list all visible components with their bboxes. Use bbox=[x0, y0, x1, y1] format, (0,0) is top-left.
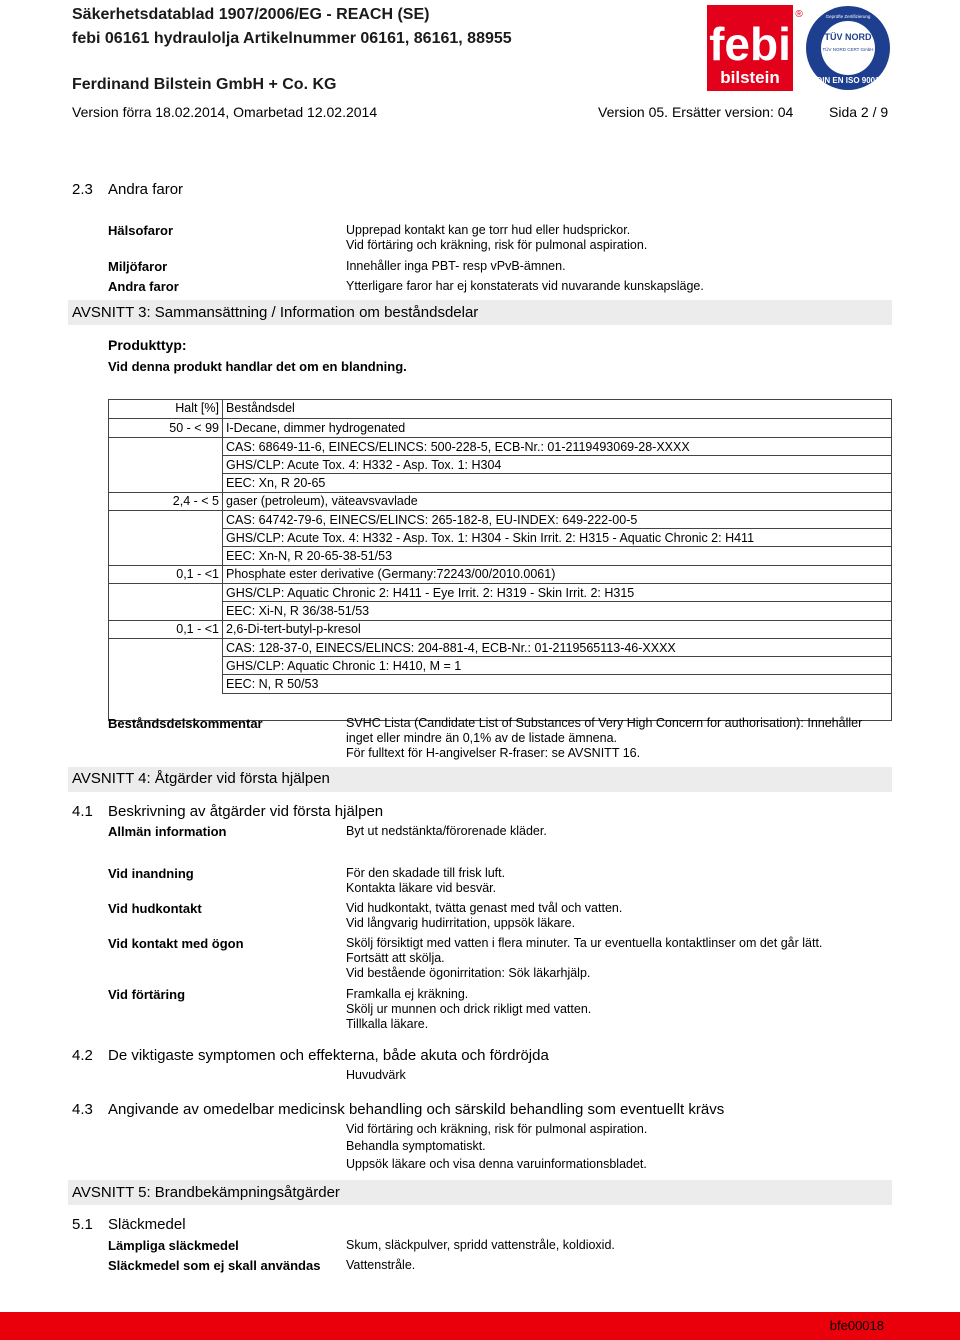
skin-contact-line: Vid långvarig hudirritation, uppsök läkare. bbox=[346, 916, 576, 930]
inhalation-line: För den skadade till frisk luft. bbox=[346, 866, 506, 880]
other-hazards-label: Andra faror bbox=[108, 279, 179, 294]
table-cell-concentration: 0,1 - <1 bbox=[176, 622, 219, 636]
table-column-divider bbox=[222, 510, 223, 566]
table-row-divider bbox=[222, 455, 891, 456]
page-number: Sida 2 / 9 bbox=[829, 104, 889, 120]
tuv-logo-subtitle: TÜV NORD CERT GmbH bbox=[822, 47, 874, 52]
table-cell-detail: EEC: Xn, R 20-65 bbox=[226, 476, 326, 490]
table-cell-concentration: 2,4 - < 5 bbox=[172, 494, 219, 508]
section-5-title: AVSNITT 5: Brandbekämpningsåtgärder bbox=[72, 1184, 340, 1201]
section-4-2-title: De viktigaste symptomen och effekterna, både akuta och fördröjda bbox=[108, 1047, 549, 1064]
product-type-value: Vid denna produkt handlar det om en blandning. bbox=[108, 359, 407, 374]
section-4-3-title: Angivande av omedelbar medicinsk behandling och särskild behandling som eventuellt krävs bbox=[108, 1101, 725, 1118]
table-row-divider bbox=[109, 638, 891, 639]
eye-contact-line: Skölj försiktigt med vatten i flera minuter. Ta ur eventuella kontaktlinser om det går lätt. bbox=[346, 936, 823, 950]
section-4-3-line: Behandla symptomatiskt. bbox=[346, 1139, 486, 1153]
section-4-1-title: Beskrivning av åtgärder vid första hjälpen bbox=[108, 803, 384, 820]
table-column-divider bbox=[222, 620, 223, 638]
health-hazards-line: Upprepad kontakt kan ge torr hud eller hudsprickor. bbox=[346, 223, 631, 237]
febi-logo-text: febi bbox=[709, 18, 791, 70]
table-row-divider bbox=[109, 620, 891, 621]
table-row-divider bbox=[222, 546, 891, 547]
other-hazards-line: Ytterligare faror har ej konstaterats vid nuvarande kunskapsläge. bbox=[346, 279, 704, 293]
product-type-label: Produkttyp: bbox=[108, 337, 187, 353]
unsuitable-extinguishing-label: Släckmedel som ej skall användas bbox=[108, 1258, 321, 1273]
inhalation-label: Vid inandning bbox=[108, 866, 194, 881]
environmental-hazards-label: Miljöfaror bbox=[108, 259, 168, 274]
suitable-extinguishing-value: Skum, släckpulver, spridd vattenstråle, koldioxid. bbox=[346, 1238, 615, 1252]
table-row-divider bbox=[109, 583, 891, 584]
table-cell-detail: GHS/CLP: Acute Tox. 4: H332 - Asp. Tox. 1: H304 - Skin Irrit. 2: H315 - Aquatic Chronic 2: H411 bbox=[226, 531, 755, 545]
table-cell-component: 2,6-Di-tert-butyl-p-kresol bbox=[226, 622, 361, 636]
health-hazards-line: Vid förtäring och kräkning, risk för pulmonal aspiration. bbox=[346, 238, 648, 252]
health-hazards-label: Hälsofaror bbox=[108, 223, 174, 238]
table-cell-concentration: 50 - < 99 bbox=[169, 421, 219, 435]
ingestion-label: Vid förtäring bbox=[108, 987, 186, 1002]
table-column-divider bbox=[222, 638, 223, 694]
suitable-extinguishing-label: Lämpliga släckmedel bbox=[108, 1238, 239, 1253]
component-comment-label: Beståndsdelskommentar bbox=[108, 716, 263, 731]
table-cell-detail: EEC: Xn-N, R 20-65-38-51/53 bbox=[226, 549, 393, 563]
product-title: febi 06161 hydraulolja Artikelnummer 06161, 86161, 88955 bbox=[72, 30, 512, 47]
section-4-title: AVSNITT 4: Åtgärder vid första hjälpen bbox=[72, 770, 330, 787]
table-row-divider bbox=[222, 473, 891, 474]
composition-table bbox=[108, 399, 892, 721]
table-cell-component: I-Decane, dimmer hydrogenated bbox=[226, 421, 406, 435]
registered-mark: ® bbox=[795, 9, 803, 20]
section-3-title: AVSNITT 3: Sammansättning / Information om beståndsdelar bbox=[72, 304, 479, 321]
company-name: Ferdinand Bilstein GmbH + Co. KG bbox=[72, 76, 337, 93]
table-row-divider bbox=[109, 492, 891, 493]
table-cell-detail: EEC: Xi-N, R 36/38-51/53 bbox=[226, 604, 370, 618]
table-cell-detail: CAS: 64742-79-6, EINECS/ELINCS: 265-182-8, EU-INDEX: 649-222-00-5 bbox=[226, 513, 638, 527]
table-cell-detail: GHS/CLP: Aquatic Chronic 1: H410, M = 1 bbox=[226, 659, 462, 673]
section-4-1-number: 4.1 bbox=[72, 803, 93, 820]
general-information-label: Allmän information bbox=[108, 824, 227, 839]
table-header-component: Beståndsdel bbox=[226, 401, 295, 415]
inhalation-line: Kontakta läkare vid besvär. bbox=[346, 881, 497, 895]
bilstein-logo-text: bilstein bbox=[720, 68, 780, 87]
table-row-divider bbox=[222, 656, 891, 657]
section-4-3-number: 4.3 bbox=[72, 1101, 93, 1118]
table-row-divider bbox=[109, 418, 891, 419]
eye-contact-line: Vid bestående ögonirritation: Sök läkarhjälp. bbox=[346, 966, 591, 980]
section-4-3-line: Uppsök läkare och visa denna varuinformationsbladet. bbox=[346, 1157, 647, 1171]
table-cell-component: gaser (petroleum), väteavsvavlade bbox=[226, 494, 418, 508]
document-title: Säkerhetsdatablad 1907/2006/EG - REACH (SE) bbox=[72, 6, 430, 23]
table-column-divider bbox=[222, 583, 223, 621]
tuv-logo-bottom-text: Geprüfte Zertifizierung bbox=[825, 14, 871, 19]
table-column-divider bbox=[222, 492, 223, 510]
ingestion-line: Skölj ur munnen och drick rikligt med vatten. bbox=[346, 1002, 592, 1016]
table-cell-detail: CAS: 68649-11-6, EINECS/ELINCS: 500-228-5, ECB-Nr.: 01-2119493069-28-XXXX bbox=[226, 440, 690, 454]
ingestion-line: Framkalla ej kräkning. bbox=[346, 987, 469, 1001]
eye-contact-line: Fortsätt att skölja. bbox=[346, 951, 445, 965]
tuv-logo-ring-text: DIN EN ISO 9001 bbox=[816, 76, 880, 85]
section-4-2-number: 4.2 bbox=[72, 1047, 93, 1064]
table-cell-detail: GHS/CLP: Aquatic Chronic 2: H411 - Eye Irrit. 2: H319 - Skin Irrit. 2: H315 bbox=[226, 586, 635, 600]
footer-document-code: bfe00018 bbox=[829, 1318, 884, 1333]
table-row-divider bbox=[222, 693, 891, 694]
tuv-logo-title: TÜV NORD bbox=[824, 32, 872, 42]
version-current: Version 05. Ersätter version: 04 bbox=[598, 104, 794, 120]
table-cell-component: Phosphate ester derivative (Germany:72243/00/2010.0061) bbox=[226, 567, 556, 581]
table-row-divider bbox=[109, 565, 891, 566]
table-column-divider bbox=[222, 400, 223, 418]
table-cell-concentration: 0,1 - <1 bbox=[176, 567, 219, 581]
table-column-divider bbox=[222, 419, 223, 437]
component-comment-line: För fulltext för H-angivelser R-fraser: se AVSNITT 16. bbox=[346, 746, 641, 760]
section-5-1-title: Släckmedel bbox=[108, 1216, 186, 1233]
section-2-3-number: 2.3 bbox=[72, 181, 93, 198]
table-row-divider bbox=[222, 601, 891, 602]
table-cell-detail: CAS: 128-37-0, EINECS/ELINCS: 204-881-4, ECB-Nr.: 01-2119565113-46-XXXX bbox=[226, 641, 676, 655]
section-4-2-value: Huvudvärk bbox=[346, 1068, 406, 1082]
section-2-3-title: Andra faror bbox=[108, 181, 184, 198]
skin-contact-line: Vid hudkontakt, tvätta genast med tvål och vatten. bbox=[346, 901, 623, 915]
section-4-3-line: Vid förtäring och kräkning, risk för pulmonal aspiration. bbox=[346, 1122, 648, 1136]
ingestion-line: Tillkalla läkare. bbox=[346, 1017, 429, 1031]
table-row-divider bbox=[222, 528, 891, 529]
table-cell-detail: GHS/CLP: Acute Tox. 4: H332 - Asp. Tox. 1: H304 bbox=[226, 458, 502, 472]
skin-contact-label: Vid hudkontakt bbox=[108, 901, 202, 916]
table-cell-detail: EEC: N, R 50/53 bbox=[226, 677, 319, 691]
component-comment-line: inget eller mindre än 0,1% av de listade ämnena. bbox=[346, 731, 617, 745]
febi-bilstein-logo bbox=[707, 5, 803, 91]
tuv-nord-certification-logo bbox=[805, 5, 891, 91]
section-5-1-number: 5.1 bbox=[72, 1216, 93, 1233]
table-row-divider bbox=[222, 674, 891, 675]
table-column-divider bbox=[222, 437, 223, 493]
version-previous: Version förra 18.02.2014, Omarbetad 12.02.2014 bbox=[72, 104, 378, 120]
table-column-divider bbox=[222, 565, 223, 583]
table-row-divider bbox=[109, 510, 891, 511]
table-row-divider bbox=[109, 437, 891, 438]
environmental-hazards-line: Innehåller inga PBT- resp vPvB-ämnen. bbox=[346, 259, 566, 273]
table-header-concentration: Halt [%] bbox=[175, 401, 219, 415]
unsuitable-extinguishing-value: Vattenstråle. bbox=[346, 1258, 416, 1272]
footer-bar bbox=[0, 1312, 960, 1340]
eye-contact-label: Vid kontakt med ögon bbox=[108, 936, 244, 951]
component-comment-line: SVHC Lista (Candidate List of Substances of Very High Concern for authorisation): Innehåller bbox=[346, 716, 863, 730]
general-information-value: Byt ut nedstänkta/förorenade kläder. bbox=[346, 824, 547, 838]
